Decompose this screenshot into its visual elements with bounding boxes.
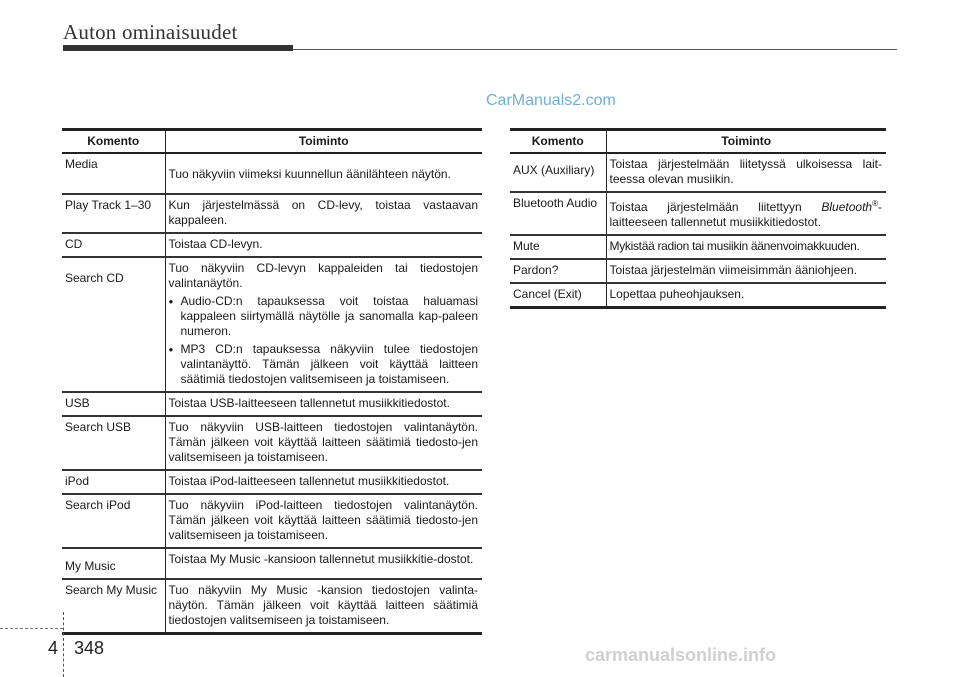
function-text-pre: Toistaa järjestelmään liitettyyn [609,200,822,214]
command-cell: Cancel (Exit) [510,283,606,308]
function-text: Tuo näkyviin viimeksi kuunnellun äänilähteen näytön. [168,167,451,181]
registered-mark: ® [872,199,878,208]
table-row [62,470,482,494]
function-text-post: -laitteeseen tallennetut musiikkitiedostot. [609,200,882,229]
command-cell [62,548,165,579]
table-row [62,392,482,416]
table-row [510,283,886,308]
command-text: AUX (Auxiliary) [513,163,595,177]
function-cell: Toistaa My Music -kansioon tallennetut musiikkitie-dostot. [165,548,482,579]
footer-watermark: carmanualsonline.info [585,645,777,665]
command-cell [510,153,606,192]
command-cell: Search USB [62,416,165,470]
command-cell: Search iPod [62,494,165,548]
column-header-function: Toiminto [606,130,886,154]
column-header-command: Komento [62,130,165,154]
command-text: Search CD [65,271,124,285]
table-row [62,194,482,233]
column-header-command: Komento [510,130,606,154]
command-cell [62,257,165,392]
section-title: Auton ominaisuudet [63,20,238,44]
command-cell: Mute [510,235,606,259]
table-row [62,416,482,470]
function-cell: Lopettaa puheohjauksen. [606,283,886,308]
function-cell: Tuo näkyviin My Music -kansion tiedostojen valinta-näytön. Tämän jälkeen voit käyttää laitteen säätimiä tiedostojen valitsemiseen ja toistamiseen. [165,579,482,634]
function-cell: Toistaa järjestelmän viimeisimmän ääniohjeen. [606,259,886,283]
function-cell: Toistaa iPod-laitteeseen tallennetut musiikkitiedostot. [165,470,482,494]
footer-separator [63,612,64,677]
command-cell: Media [62,153,165,194]
function-cell: Tuo näkyviin USB-laitteen tiedostojen valintanäytön. Tämän jälkeen voit käyttää laitteen säätimiä tiedosto-jen valitsemiseen ja toistamiseen. [165,416,482,470]
command-cell: USB [62,392,165,416]
table-row [510,153,886,192]
table-row [62,548,482,579]
function-cell [606,192,886,235]
command-cell: CD [62,233,165,257]
function-cell [165,153,482,194]
footer-divider [0,628,63,629]
command-cell: Search My Music [62,579,165,634]
table-row [62,579,482,634]
command-text: My Music [65,559,116,573]
command-cell: Play Track 1–30 [62,194,165,233]
header-bar [63,45,293,51]
function-cell: Toistaa järjestelmään liitetyssä ulkoisessa lait-teessa olevan musiikin. [606,153,886,192]
command-cell: Pardon? [510,259,606,283]
table-row [510,235,886,259]
function-cell [165,257,482,392]
table-row [510,192,886,235]
function-cell: Kun järjestelmässä on CD-levy, toistaa vastaavan kappaleen. [165,194,482,233]
function-cell: Toistaa CD-levyn. [165,233,482,257]
header-rule [293,49,897,50]
function-cell: Toistaa USB-laitteeseen tallennetut musiikkitiedostot. [165,392,482,416]
command-cell: iPod [62,470,165,494]
bullet-item: ● Audio-CD:n tapauksessa voit toistaa haluamasi kappaleen siirtymällä näytölle ja sanomalla kap-paleen numeron. [169,294,479,339]
table-row [62,233,482,257]
right-command-table [510,128,886,309]
function-cell: Mykistää radion tai musiikin äänenvoimakkuuden. [606,235,886,259]
table-row [62,153,482,194]
command-cell: Bluetooth Audio [510,192,606,235]
left-command-table [62,128,482,635]
table-row [510,259,886,283]
chapter-number: 4 [48,638,59,658]
bluetooth-text: Bluetooth [821,200,873,214]
function-text: Tuo näkyviin CD-levyn kappaleiden tai tiedostojen valintanäytön. [168,261,478,290]
table-row [62,494,482,548]
column-header-function: Toiminto [165,130,482,154]
watermark-text[interactable]: CarManuals2.com [486,92,616,109]
page-number: 348 [74,638,105,658]
bullet-item: ● MP3 CD:n tapauksessa näkyviin tulee tiedostojen valintanäyttö. Tämän jälkeen voit käyttää laitteen säätimiä tiedostojen valitsemiseen ja toistamiseen. [169,342,479,387]
function-cell: Tuo näkyviin iPod-laitteen tiedostojen valintanäytön. Tämän jälkeen voit käyttää laitteen säätimiä tiedosto-jen valitsemiseen ja toistamiseen. [165,494,482,548]
table-row [62,257,482,392]
